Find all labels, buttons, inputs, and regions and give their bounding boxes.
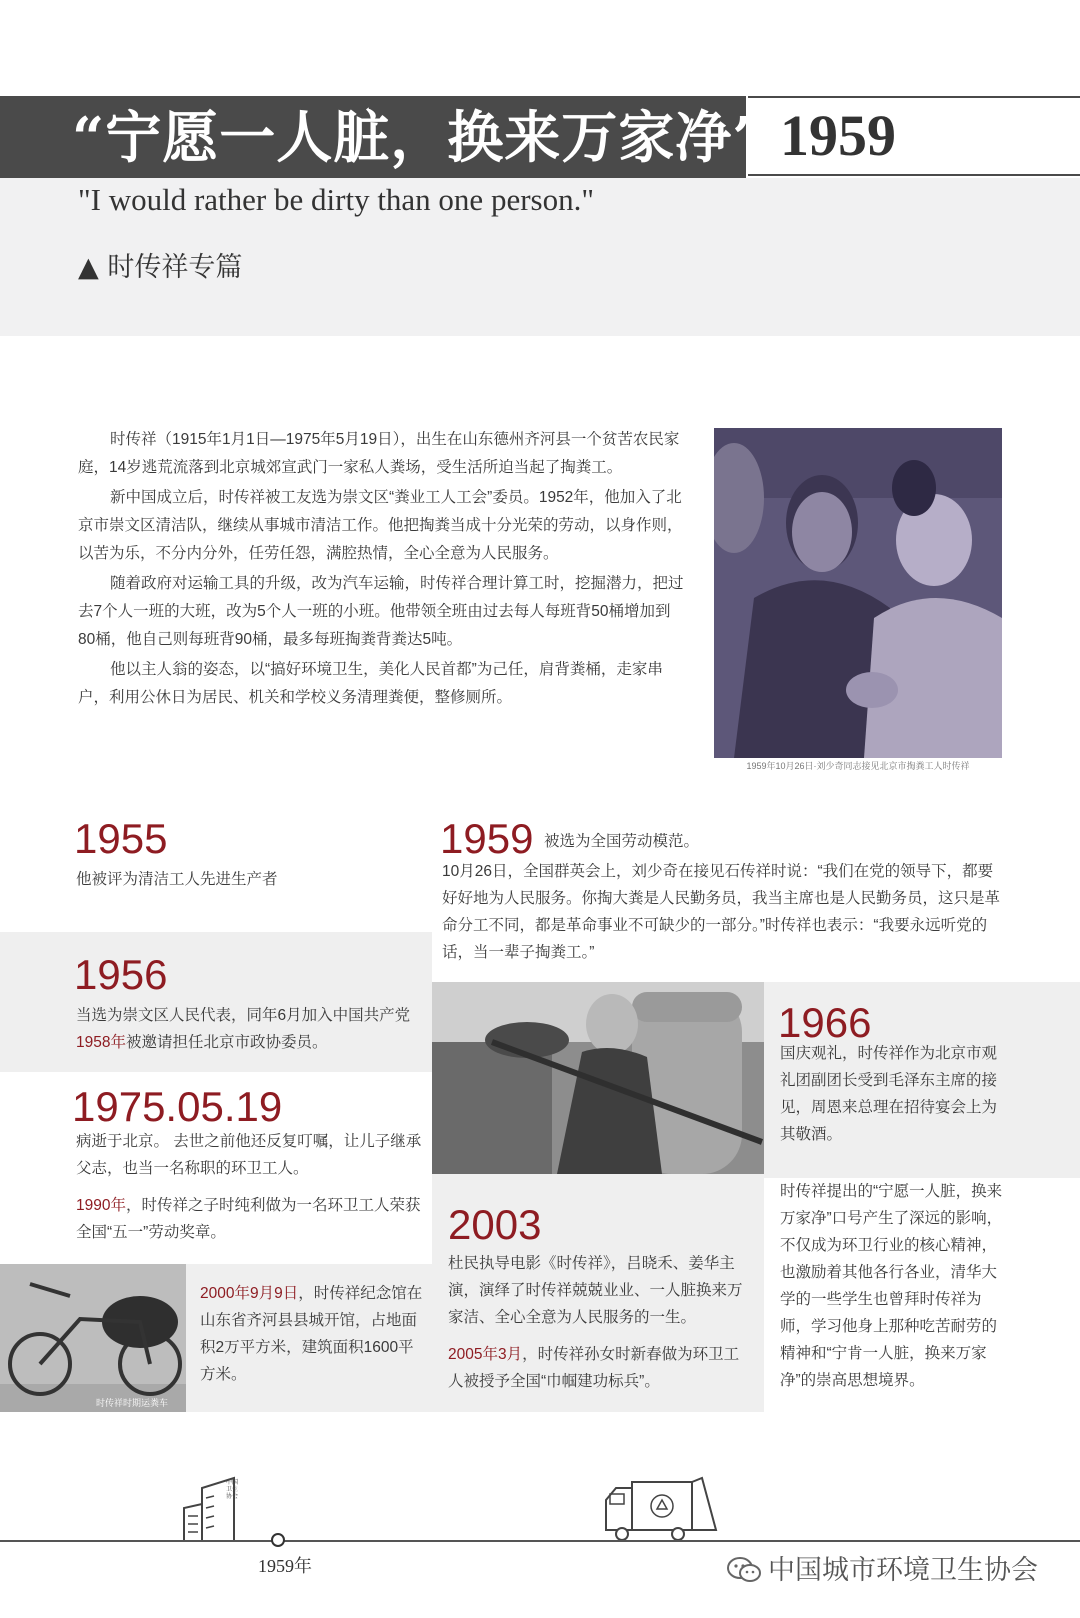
text-1990 xyxy=(76,1192,426,1246)
header-year: 1959 xyxy=(780,103,896,168)
text-1955: 他被评为清洁工人先进生产者 xyxy=(76,871,278,888)
section-label: ▲ 时传祥专篇 xyxy=(78,252,243,283)
handshake-photo-caption: 1959年10月26日·刘少奇同志接见北京市掏粪工人时传祥 xyxy=(746,761,970,771)
intro-paragraph-4: 他以主人翁的姿态，以“搞好环境卫生，美化人民首都”为己任，肩背粪桶，走家串户，利用公休日为居民、机关和学校义务清理粪便，整修厕所。 xyxy=(78,661,663,706)
sub-year-1958: 1958年 xyxy=(76,1034,126,1051)
timeline-year-label: 1959年 xyxy=(258,1556,312,1576)
year-1966: 1966 xyxy=(778,999,872,1046)
sub-year-2000: 2000年9月9日 xyxy=(200,1285,299,1302)
garbage-truck-icon xyxy=(602,1472,718,1542)
year-1959: 1959 xyxy=(440,815,534,862)
text-2005 xyxy=(448,1341,754,1395)
timeline-axis xyxy=(0,1540,1080,1542)
intro-paragraph-3: 随着政府对运输工具的升级，改为汽车运输，时传祥合理计算工时，挖掘潜力，把过去7个人一班的大班，改为5个人一班的小班。他带领全班由过去每人每班背50桶增加到80桶，他自己则每班背90桶，最多每班掏粪背粪达5吨。 xyxy=(78,575,684,648)
year-1955: 1955 xyxy=(74,815,168,862)
legacy-text: 时传祥提出的“宁愿一人脏，换来万家净”口号产生了深远的影响，不仅成为环卫行业的核心精神，也激励着其他各行各业，清华大学的一些学生也曾拜时传祥为师，学习他身上那种吃苦耐劳的精神和“宁肯一人脏，换来万家净”的崇高思想境界。 xyxy=(780,1183,1003,1389)
cart-photo-illustration xyxy=(0,1264,186,1412)
historic-photo-worker xyxy=(432,982,764,1174)
watermark-text: 中国城市环境卫生协会 xyxy=(768,1555,1038,1585)
historic-photo-cart xyxy=(0,1264,186,1412)
sub-year-1990: 1990年 xyxy=(76,1197,126,1214)
sub-text-2000: ，时传祥纪念馆在山东省齐河县县城开馆，占地面积2万平方米，建筑面积1600平方米。 xyxy=(200,1285,423,1383)
wechat-icon xyxy=(726,1556,762,1584)
intro-paragraph-2: 新中国成立后，时传祥被工友选为崇文区“粪业工人工会”委员。1952年，他加入了北京市崇文区清洁队，继续从事城市清洁工作。他把掏粪当成十分光荣的劳动，以身作则，以苦为乐，不分内分外，任劳任怨，满腔热情，全心全意为人民服务。 xyxy=(78,489,683,562)
page-title: “宁愿一人脏，换来万家净” xyxy=(72,105,766,171)
english-subtitle: "I would rather be dirty than one person." xyxy=(78,182,594,217)
text-1959: 10月26日，全国群英会上，刘少奇在接见石传祥时说：“我们在党的领导下，都要好好地为人民服务。你掏大粪是人民勤务员，我当主席也是人民勤务员，这只是革命分工不同，都是革命事业不可缺少的一部分。”时传祥也表示：“我要永远听党的话，当一辈子掏粪工。” xyxy=(442,863,1001,961)
text-1966: 国庆观礼，时传祥作为北京市观礼团副团长受到毛泽东主席的接见，周恩来总理在招待宴会上为其敬酒。 xyxy=(780,1045,998,1143)
sub-text-1990: ，时传祥之子时纯利做为一名环卫工人荣获全国“五一”劳动奖章。 xyxy=(76,1197,421,1241)
text-1975-main: 病逝于北京。 去世之前他还反复叮嘱，让儿子继承父志，也当一名称职的环卫工人。 xyxy=(76,1133,422,1177)
text-2003-main: 杜民执导电影《时传祥》，吕晓禾、姜华主演，演绎了时传祥兢兢业业、一人脏换来万家洁、全心全意为人民服务的一生。 xyxy=(448,1255,743,1326)
intro-paragraph-1: 时传祥（1915年1月1日—1975年5月19日），出生在山东德州齐河县一个贫苦农民家庭，14岁逃荒流落到北京城郊宣武门一家私人粪场，受生活所迫当起了掏粪工。 xyxy=(78,431,680,476)
sub-year-2005: 2005年3月 xyxy=(448,1346,523,1363)
headline-1959: 被选为全国劳动模范。 xyxy=(544,833,700,850)
text-1956-main: 当选为崇文区人民代表，同年6月加入中国共产党 xyxy=(76,1007,411,1024)
sub-text-2005: ，时传祥孙女时新春做为环卫工人被授予全国“巾帼建功标兵”。 xyxy=(448,1346,740,1390)
handshake-photo-illustration xyxy=(714,428,1002,758)
intro-text xyxy=(78,426,686,714)
timeline-marker xyxy=(271,1533,285,1547)
text-2000-main xyxy=(200,1280,424,1388)
sub-text-1958: 被邀请担任北京市政协委员。 xyxy=(125,1034,328,1051)
building-sign: 中国卫生协会 xyxy=(226,1480,239,1500)
text-1975 xyxy=(76,1128,426,1246)
worker-photo-illustration xyxy=(432,982,764,1174)
text-1956 xyxy=(76,1002,426,1056)
year-2003: 2003 xyxy=(448,1201,542,1248)
text-2000 xyxy=(200,1280,424,1388)
text-2003 xyxy=(448,1250,754,1395)
historic-photo-handshake xyxy=(714,428,1002,758)
cart-photo-caption: 时传祥时期运粪车 xyxy=(96,1398,169,1408)
year-1975: 1975.05.19 xyxy=(72,1083,283,1130)
year-1956: 1956 xyxy=(74,951,168,998)
text-1956-sub xyxy=(76,1029,426,1056)
